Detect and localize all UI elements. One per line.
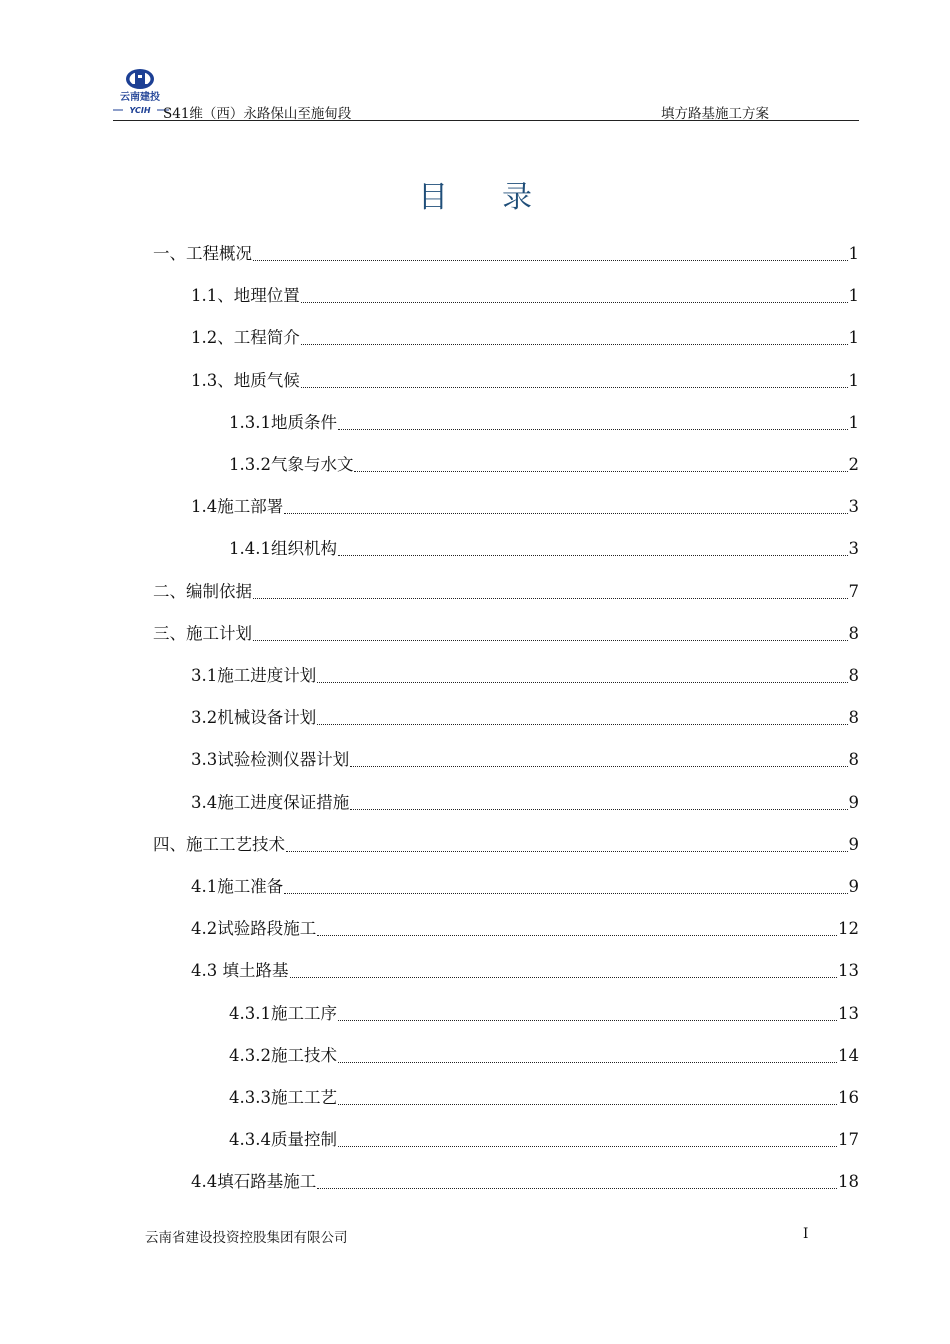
toc-dot-leader: [253, 598, 848, 599]
toc-entry-page: 14: [838, 1045, 859, 1065]
toc-entry[interactable]: [191, 873, 859, 901]
toc-entry-page: 13: [838, 961, 859, 981]
toc-entry[interactable]: [153, 240, 859, 268]
page-header: [113, 66, 859, 122]
toc-entry-text: 3.2机械设备计划: [191, 708, 317, 728]
toc-dot-leader: [301, 344, 848, 345]
toc-entry-page: 9: [848, 792, 859, 812]
logo-top-text: 云南建投: [120, 92, 160, 103]
toc-entry-text: 3.4施工进度保证措施: [191, 792, 350, 812]
toc-dot-leader: [253, 260, 848, 261]
toc-entry[interactable]: [229, 1126, 859, 1154]
toc-dot-leader: [253, 640, 848, 641]
toc-entry-text: 4.1施工准备: [191, 877, 284, 896]
toc-dot-leader: [286, 851, 848, 852]
toc-entry[interactable]: [191, 746, 859, 774]
toc-entry-text: 4.3.4质量控制: [229, 1130, 337, 1150]
toc-title: 目录: [418, 180, 586, 215]
footer-company-name: 云南省建设投资控股集团有限公司: [145, 1230, 348, 1246]
toc-entry-page: 1: [848, 328, 859, 348]
toc-entry-page: 8: [848, 708, 859, 728]
toc-entry[interactable]: [153, 578, 859, 606]
toc-dot-leader: [284, 893, 847, 894]
toc-entry-page: 1: [848, 370, 859, 390]
toc-entry[interactable]: [191, 957, 859, 985]
toc-entry[interactable]: [229, 1000, 859, 1028]
toc-entry[interactable]: [191, 367, 859, 395]
toc-entry-page: 3: [848, 497, 859, 517]
toc-entry-page: 13: [838, 1003, 859, 1023]
toc-dot-leader: [290, 977, 838, 978]
toc-entry-page: 17: [838, 1130, 859, 1150]
toc-dot-leader: [338, 1104, 837, 1105]
toc-dot-leader: [317, 1188, 837, 1189]
toc-entry-text: 4.3.3施工工艺: [229, 1088, 337, 1107]
toc-entry-page: 1: [848, 286, 859, 306]
toc-entry[interactable]: [191, 789, 859, 817]
header-document-title: 填方路基施工方案: [661, 106, 769, 122]
toc-dot-leader: [350, 809, 847, 810]
toc-entry[interactable]: [229, 409, 859, 437]
toc-entry-page: 9: [848, 877, 859, 896]
toc-entry-text: 一、工程概况: [153, 244, 252, 263]
toc-entry-page: 2: [848, 455, 859, 474]
toc-dot-leader: [338, 555, 848, 556]
toc-entry[interactable]: [153, 831, 859, 859]
header-project-name: S41维（西）永路保山至施甸段: [163, 106, 352, 122]
toc-entry-text: 三、施工计划: [153, 623, 252, 643]
toc-entry-text: 二、编制依据: [153, 581, 252, 601]
toc-entry-text: 4.3.2施工技术: [229, 1045, 337, 1065]
toc-dot-leader: [317, 935, 837, 936]
toc-entry-text: 1.1、地理位置: [191, 286, 300, 306]
toc-entry-page: 7: [848, 581, 859, 601]
toc-dot-leader: [338, 1062, 837, 1063]
toc-entry-page: 1: [848, 244, 859, 263]
toc-entry[interactable]: [191, 704, 859, 732]
toc-entry-text: 4.3 填土路基: [191, 961, 289, 981]
toc-entry-page: 9: [848, 834, 859, 854]
toc-entry[interactable]: [191, 324, 859, 352]
toc-entry-page: 8: [848, 750, 859, 770]
toc-dot-leader: [301, 387, 848, 388]
footer-page-number: I: [803, 1226, 809, 1242]
toc-entry-page: 12: [838, 919, 859, 939]
toc-entry-text: 4.3.1施工工序: [229, 1003, 337, 1023]
toc-entry[interactable]: [153, 620, 859, 648]
toc-entry-text: 4.4填石路基施工: [191, 1172, 317, 1192]
toc-entry-text: 1.4.1组织机构: [229, 539, 337, 559]
toc-dot-leader: [338, 1146, 837, 1147]
toc-dot-leader: [338, 1020, 837, 1021]
toc-entry-text: 4.2试验路段施工: [191, 919, 317, 939]
toc-entry-page: 3: [848, 539, 859, 559]
toc-dot-leader: [317, 682, 847, 683]
toc-entry-page: 1: [848, 412, 859, 432]
toc-entry-text: 1.3.2气象与水文: [229, 455, 354, 474]
toc-entry-page: 18: [838, 1172, 859, 1192]
toc-entry[interactable]: [229, 451, 859, 479]
toc-entry-page: 16: [838, 1088, 859, 1107]
toc-entry-text: 1.4施工部署: [191, 497, 284, 517]
toc-entry[interactable]: [191, 282, 859, 310]
toc-entry-text: 1.2、工程简介: [191, 328, 300, 348]
header-divider: [113, 120, 859, 121]
toc-dot-leader: [354, 471, 847, 472]
ycih-logo-icon: [113, 66, 169, 122]
toc-entry-text: 1.3、地质气候: [191, 370, 300, 390]
toc-entry[interactable]: [191, 662, 859, 690]
toc-entry-text: 1.3.1地质条件: [229, 412, 337, 432]
toc-entry[interactable]: [229, 1042, 859, 1070]
toc-entry-text: 3.1施工进度计划: [191, 666, 317, 685]
toc-entry[interactable]: [191, 915, 859, 943]
toc-entry-page: 8: [848, 623, 859, 643]
toc-entry[interactable]: [191, 493, 859, 521]
toc-entry-page: 8: [848, 666, 859, 685]
toc-entry-text: 3.3试验检测仪器计划: [191, 750, 350, 770]
toc-dot-leader: [284, 513, 847, 514]
toc-dot-leader: [338, 429, 848, 430]
toc-dot-leader: [317, 724, 847, 725]
toc-entry[interactable]: [191, 1168, 859, 1196]
toc-dot-leader: [350, 766, 847, 767]
toc-entry[interactable]: [229, 535, 859, 563]
toc-entry[interactable]: [229, 1084, 859, 1112]
toc-entry-text: 四、施工工艺技术: [153, 834, 285, 854]
toc-dot-leader: [301, 302, 848, 303]
logo-bottom-text: YCIH: [129, 106, 151, 115]
